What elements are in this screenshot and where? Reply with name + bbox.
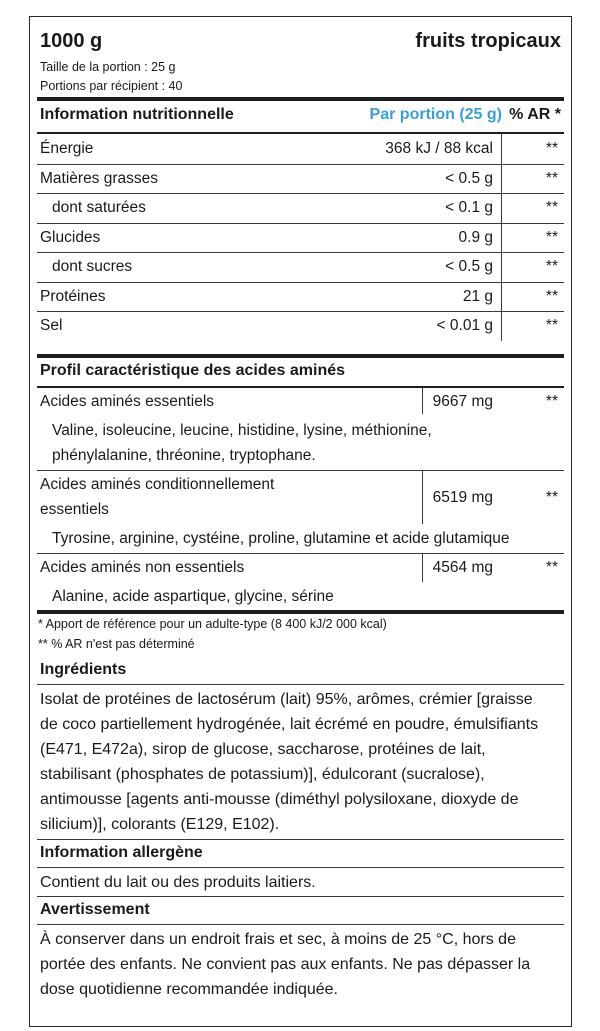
ingredients-title: Ingrédients — [40, 661, 127, 678]
nutrition-row-label: dont sucres — [52, 258, 133, 275]
nutrition-row-value: < 0.1 g — [445, 199, 493, 216]
allergen-divider — [37, 867, 564, 868]
servings-per-container: Portions par récipient : 40 — [40, 79, 183, 93]
warning-title: Avertissement — [40, 901, 150, 918]
amino-title-divider — [37, 386, 564, 388]
nutrition-header-divider — [37, 132, 564, 134]
nutrition-row-ar: ** — [545, 199, 558, 216]
nutrition-row-value: < 0.01 g — [436, 317, 493, 334]
nutrition-row-ar: ** — [545, 317, 558, 334]
column-divider — [501, 223, 502, 253]
nutrition-row-label: dont saturées — [52, 199, 146, 216]
row-divider — [37, 553, 564, 554]
nutrition-row-value: < 0.5 g — [445, 169, 493, 187]
nutrition-row-value: < 0.5 g — [445, 258, 493, 275]
label-content — [37, 17, 564, 1026]
per-portion-header: Par portion (25 g) — [369, 106, 502, 123]
product-weight: 1000 g — [40, 30, 103, 52]
row-divider — [37, 193, 564, 194]
nutrition-end-divider — [37, 354, 564, 358]
nonessential-label: Acides aminés non essentiels — [40, 559, 245, 576]
footnote-reference: * Apport de référence pour un adulte-type (8 400 kJ/2 000 kcal) — [38, 617, 387, 631]
essential-detail-line1: Valine, isoleucine, leucine, histidine, lysine, méthionine, — [52, 422, 432, 439]
warning-text — [40, 927, 530, 1002]
essential-ar: ** — [545, 393, 558, 410]
nutrition-row-label: Protéines — [40, 287, 106, 305]
row-divider — [37, 470, 564, 471]
allergen-text: Contient du lait ou des produits laitiers. — [40, 874, 316, 891]
ingredients-divider — [37, 684, 564, 685]
warning-divider — [37, 924, 564, 925]
nutrition-row-value: 21 g — [462, 287, 493, 305]
column-divider — [422, 471, 423, 524]
ingredients-line: antimousse [agents anti-mousse (diméthyl polysiloxane, dioxyde de — [40, 791, 519, 808]
ingredients-line: de coco partiellement hydrogénée, lait écrémé en poudre, émulsifiants — [40, 716, 539, 733]
allergen-title: Information allergène — [40, 844, 203, 861]
nutrition-row-value: 0.9 g — [458, 228, 493, 246]
ar-header: % AR * — [509, 106, 561, 123]
nonessential-detail: Alanine, acide aspartique, glycine, sérine — [52, 588, 334, 605]
nutrition-row-value: 368 kJ / 88 kcal — [385, 140, 493, 157]
conditional-label-line1: Acides aminés conditionnellement — [40, 476, 275, 493]
nonessential-ar: ** — [545, 559, 558, 576]
nutrition-row-ar: ** — [545, 287, 558, 305]
row-divider — [37, 164, 564, 165]
nutrition-label — [29, 16, 572, 1027]
warning-line: portée des enfants. Ne convient pas aux enfants. Ne pas dépasser la — [40, 956, 531, 973]
nutrition-row-label: Sel — [40, 317, 63, 334]
nutrition-row-ar: ** — [545, 140, 558, 157]
nutrition-row-label: Matières grasses — [40, 169, 159, 187]
essential-label: Acides aminés essentiels — [40, 393, 215, 410]
header-divider — [37, 97, 564, 101]
column-divider — [501, 164, 502, 194]
column-divider — [501, 134, 502, 164]
essential-value: 9667 mg — [432, 393, 493, 410]
column-divider — [501, 282, 502, 312]
nutrition-row-ar: ** — [545, 258, 558, 275]
column-divider — [422, 388, 423, 414]
nutrition-row-ar: ** — [545, 169, 558, 187]
essential-detail-line2: phénylalanine, thréonine, tryptophane. — [52, 447, 316, 464]
conditional-label-line2: essentiels — [40, 501, 109, 518]
row-divider — [37, 311, 564, 312]
warning-line: dose quotidienne recommandée indiquée. — [40, 981, 338, 998]
serving-size: Taille de la portion : 25 g — [40, 60, 176, 74]
allergen-end-divider — [37, 896, 564, 897]
conditional-ar: ** — [545, 489, 558, 506]
nutrition-row-label: Glucides — [40, 228, 101, 246]
amino-title: Profil caractéristique des acides aminés — [40, 362, 346, 379]
column-divider — [501, 193, 502, 223]
conditional-value: 6519 mg — [432, 489, 493, 506]
nutrition-row-label: Énergie — [40, 140, 94, 157]
conditional-detail: Tyrosine, arginine, cystéine, proline, glutamine et acide glutamique — [52, 530, 510, 547]
row-divider — [37, 282, 564, 283]
ingredients-line: silicium)], colorants (E129, E102). — [40, 816, 280, 833]
nutrition-title: Information nutritionnelle — [40, 106, 234, 123]
nutrition-row-ar: ** — [545, 228, 558, 246]
column-divider — [501, 311, 502, 341]
ingredients-line: (E471, E472a), sirop de glucose, saccharose, protéines de lait, — [40, 741, 486, 758]
column-divider — [501, 252, 502, 282]
row-divider — [37, 223, 564, 224]
column-divider — [422, 554, 423, 582]
row-divider — [37, 252, 564, 253]
nonessential-value: 4564 mg — [432, 559, 493, 576]
ingredients-line: Isolat de protéines de lactosérum (lait) 95%, arômes, crémier [graisse — [40, 691, 533, 708]
warning-line: À conserver dans un endroit frais et sec, à moins de 25 °C, hors de — [40, 931, 516, 948]
ingredients-text — [40, 687, 538, 837]
footnote-ar: ** % AR n'est pas déterminé — [38, 637, 195, 651]
ingredients-line: stabilisant (phosphates de potassium)], édulcorant (sucralose), — [40, 766, 485, 783]
amino-end-divider — [37, 610, 564, 614]
product-flavor: fruits tropicaux — [415, 30, 561, 52]
ingredients-end-divider — [37, 839, 564, 840]
